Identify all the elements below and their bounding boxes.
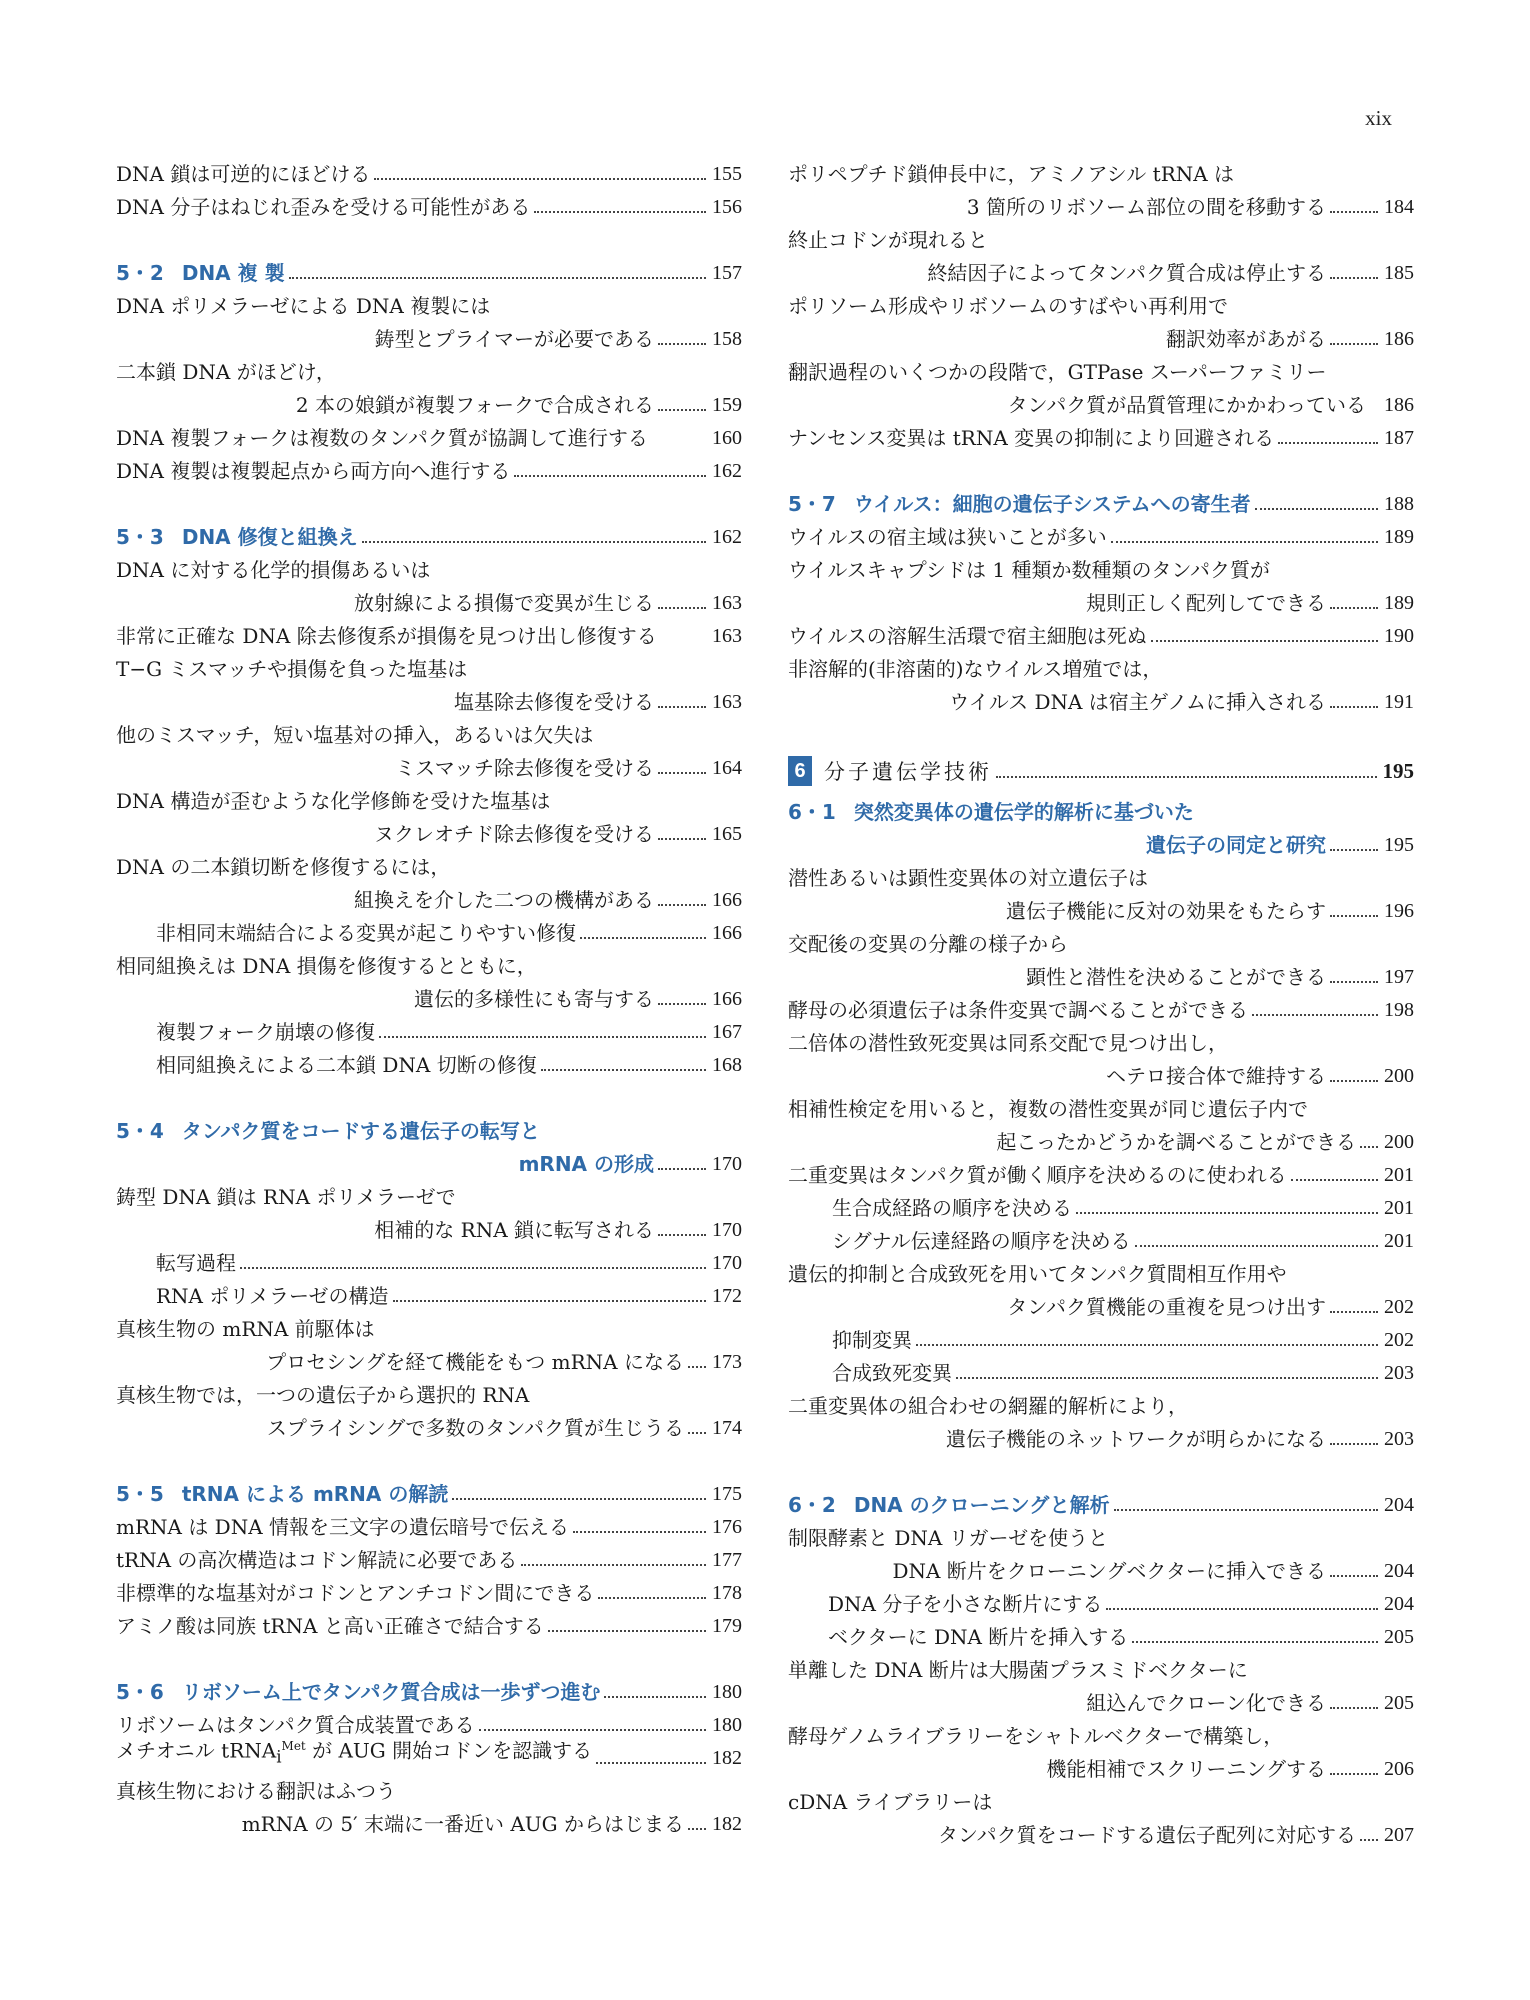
- page-ref: 175: [712, 1483, 742, 1505]
- page-ref: 172: [712, 1285, 742, 1307]
- page-ref: 170: [712, 1153, 742, 1175]
- toc-entry[interactable]: 二本鎖 DNA がほどけ，: [116, 360, 336, 384]
- toc-entry[interactable]: ウイルスの宿主域は狭いことが多い 189: [788, 525, 1414, 549]
- toc-entry[interactable]: T−G ミスマッチや損傷を負った塩基は: [116, 657, 468, 681]
- page-ref: 198: [1384, 999, 1414, 1021]
- page-ref: 176: [712, 1516, 742, 1538]
- leader-dots: [1330, 607, 1378, 609]
- toc-entry[interactable]: DNA 構造が歪むような化学修飾を受けた塩基は: [116, 789, 551, 813]
- page-ref: 200: [1384, 1065, 1414, 1087]
- toc-entry-continuation[interactable]: 起こったかどうかを調べることができる 200: [996, 1130, 1414, 1154]
- page-ref: 184: [1384, 196, 1414, 218]
- toc-entry[interactable]: ポリソーム形成やリボソームのすばやい再利用で: [788, 294, 1228, 318]
- page-ref: 188: [1384, 493, 1414, 515]
- section-heading[interactable]: 5・4 タンパク質をコードする遺伝子の転写と: [116, 1119, 540, 1143]
- leader-dots: [1252, 1014, 1378, 1016]
- page-ref: 178: [712, 1582, 742, 1604]
- page-ref: 157: [712, 262, 742, 284]
- toc-entry-continuation[interactable]: 塩基除去修復を受ける 163: [454, 690, 742, 714]
- toc-entry[interactable]: cDNA ライブラリーは: [788, 1790, 993, 1814]
- leader-dots: [240, 1267, 706, 1269]
- leader-dots: [658, 706, 706, 708]
- toc-entry[interactable]: ウイルスの溶解生活環で宿主細胞は死ぬ 190: [788, 624, 1414, 648]
- toc-entry[interactable]: 他のミスマッチ，短い塩基対の挿入，あるいは欠失は: [116, 723, 594, 747]
- toc-entry[interactable]: 非標準的な塩基対がコドンとアンチコドン間にできる 178: [116, 1581, 742, 1605]
- leader-dots: [1330, 343, 1378, 345]
- leader-dots: [534, 211, 706, 213]
- toc-entry-continuation[interactable]: mRNA の 5′ 末端に一番近い AUG からはじまる 182: [241, 1812, 742, 1836]
- leader-dots: [1330, 981, 1378, 983]
- leader-dots: [658, 1003, 706, 1005]
- toc-entry-continuation[interactable]: DNA 断片をクローニングベクターに挿入できる 204: [892, 1559, 1414, 1583]
- page-ref: 204: [1384, 1593, 1414, 1615]
- page-ref: 206: [1384, 1758, 1414, 1780]
- section-number: 5・2: [116, 261, 164, 285]
- toc-entry-continuation[interactable]: 機能相補でスクリーニングする 206: [1046, 1757, 1414, 1781]
- toc-entry[interactable]: 二倍体の潜性致死変異は同系交配で見つけ出し，: [788, 1031, 1228, 1055]
- section-heading[interactable]: 6・1 突然変異体の遺伝学的解析に基づいた: [788, 800, 1194, 824]
- page-ref: 205: [1384, 1692, 1414, 1714]
- toc-entry[interactable]: 酵母の必須遺伝子は条件変異で調べることができる 198: [788, 998, 1414, 1022]
- toc-entry-continuation[interactable]: 相補的な RNA 鎖に転写される 170: [374, 1218, 742, 1242]
- leader-dots: [688, 1366, 706, 1368]
- page-ref: 186: [1384, 328, 1414, 350]
- section-heading[interactable]: 5・6 リボソーム上でタンパク質合成は一歩ずつ進む 180: [116, 1680, 742, 1704]
- page-ref: 189: [1384, 592, 1414, 614]
- toc-entry-continuation[interactable]: 組込んでクローン化できる 205: [1086, 1691, 1414, 1715]
- page-ref: 207: [1384, 1824, 1414, 1846]
- section-heading[interactable]: 5・3 DNA 修復と組換え 162: [116, 525, 742, 549]
- leader-dots: [658, 1234, 706, 1236]
- page-ref: 173: [712, 1351, 742, 1373]
- leader-dots: [658, 772, 706, 774]
- toc-entry[interactable]: 相同組換えは DNA 損傷を修復するとともに，: [116, 954, 537, 978]
- toc-entry-continuation[interactable]: ミスマッチ除去修復を受ける 164: [395, 756, 742, 780]
- page-ref: 200: [1384, 1131, 1414, 1153]
- page-ref: 202: [1384, 1296, 1414, 1318]
- leader-dots: [362, 541, 706, 543]
- page-ref: 191: [1384, 691, 1414, 713]
- leader-dots: [658, 607, 706, 609]
- page-ref: 190: [1384, 625, 1414, 647]
- toc-entry[interactable]: 鋳型 DNA 鎖は RNA ポリメラーゼで: [116, 1185, 456, 1209]
- page-ref: 179: [712, 1615, 742, 1637]
- toc-entry[interactable]: 制限酵素と DNA リガーゼを使うと: [788, 1526, 1109, 1550]
- leader-dots: [1330, 915, 1378, 917]
- leader-dots: [379, 1036, 706, 1038]
- page-ref: 170: [712, 1252, 742, 1274]
- leader-dots: [521, 1564, 706, 1566]
- leader-dots: [1330, 277, 1378, 279]
- leader-dots: [479, 1729, 706, 1731]
- toc-subentry[interactable]: シグナル伝達経路の順序を決める 201: [832, 1229, 1414, 1253]
- section-heading[interactable]: 5・5 tRNA による mRNA の解読 175: [116, 1482, 742, 1506]
- leader-dots: [1278, 442, 1378, 444]
- toc-entry[interactable]: mRNA は DNA 情報を三文字の遺伝暗号で伝える 176: [116, 1515, 742, 1539]
- section-heading-continuation[interactable]: 遺伝子の同定と研究 195: [1146, 833, 1414, 857]
- toc-entry[interactable]: 酵母ゲノムライブラリーをシャトルベクターで構築し，: [788, 1724, 1284, 1748]
- toc-subentry[interactable]: ベクターに DNA 断片を挿入する 205: [828, 1625, 1414, 1649]
- page-ref: 160: [712, 427, 742, 449]
- page-ref: 155: [712, 163, 742, 185]
- page-ref: 180: [712, 1681, 742, 1703]
- page-ref: 205: [1384, 1626, 1414, 1648]
- page-ref: 163: [712, 691, 742, 713]
- toc-entry[interactable]: 相補性検定を用いると，複数の潜性変異が同じ遺伝子内で: [788, 1097, 1308, 1121]
- section-number: 5・7: [788, 492, 836, 516]
- page-ref: 203: [1384, 1428, 1414, 1450]
- leader-dots: [452, 1498, 706, 1500]
- page-ref: 204: [1384, 1494, 1414, 1516]
- page-ref: 201: [1384, 1230, 1414, 1252]
- toc-entry-continuation[interactable]: ウイルス DNA は宿主ゲノムに挿入される 191: [949, 690, 1414, 714]
- toc-entry-continuation[interactable]: 鋳型とプライマーが必要である 158: [374, 327, 742, 351]
- leader-dots: [658, 838, 706, 840]
- leader-dots: [1330, 1311, 1378, 1313]
- page-ref: 159: [712, 394, 742, 416]
- toc-entry-continuation[interactable]: 放射線による損傷で変異が生じる 163: [354, 591, 742, 615]
- leader-dots: [604, 1696, 706, 1698]
- toc-entry-continuation[interactable]: 終結因子によってタンパク質合成は停止する 185: [927, 261, 1414, 285]
- page-ref: 167: [712, 1021, 742, 1043]
- toc-entry-continuation[interactable]: タンパク質機能の重複を見つけ出す 202: [1007, 1295, 1414, 1319]
- page-ref: 166: [712, 922, 742, 944]
- toc-subentry[interactable]: RNA ポリメラーゼの構造 172: [156, 1284, 742, 1308]
- toc-entry[interactable]: 潜性あるいは顕性変異体の対立遺伝子は: [788, 866, 1148, 890]
- page-ref: 174: [712, 1417, 742, 1439]
- page-ref: 162: [712, 460, 742, 482]
- leader-dots: [1330, 1080, 1378, 1082]
- toc-entry[interactable]: DNA 鎖は可逆的にほどける 155: [116, 162, 742, 186]
- toc-entry-continuation[interactable]: 翻訳効率があがる 186: [1166, 327, 1414, 351]
- toc-entry[interactable]: リボソームはタンパク質合成装置である 180: [116, 1713, 742, 1737]
- section-number: 5・6: [116, 1680, 164, 1704]
- toc-entry-continuation[interactable]: 遺伝子機能のネットワークが明らかになる 203: [946, 1427, 1414, 1451]
- section-number: 5・5: [116, 1482, 164, 1506]
- leader-dots: [1114, 1509, 1378, 1511]
- leader-dots: [658, 1168, 706, 1170]
- page-ref: 203: [1384, 1362, 1414, 1384]
- leader-dots: [688, 1828, 706, 1830]
- toc-entry[interactable]: 二重変異体の組合わせの網羅的解析により，: [788, 1394, 1188, 1418]
- leader-dots: [1330, 1773, 1378, 1775]
- page-ref: 162: [712, 526, 742, 548]
- toc-subentry[interactable]: 非相同末端結合による変異が起こりやすい修復 166: [156, 921, 742, 945]
- leader-dots: [1291, 1179, 1378, 1181]
- leader-dots: [573, 1531, 706, 1533]
- toc-entry[interactable]: 真核生物の mRNA 前駆体は: [116, 1317, 375, 1341]
- toc-entry[interactable]: ウイルスキャプシドは 1 種類か数種類のタンパク質が: [788, 558, 1271, 582]
- toc-entry-continuation[interactable]: タンパク質をコードする遺伝子配列に対応する 207: [938, 1823, 1414, 1847]
- toc-entry-continuation[interactable]: スプライシングで多数のタンパク質が生じうる 174: [266, 1416, 742, 1440]
- page-ref: 166: [712, 889, 742, 911]
- toc-entry[interactable]: 二重変異はタンパク質が働く順序を決めるのに使われる 201: [788, 1163, 1414, 1187]
- leader-dots: [1135, 1245, 1378, 1247]
- page-ref: 186: [1384, 394, 1414, 416]
- page-ref: 195: [1384, 834, 1414, 856]
- section-heading[interactable]: 5・2 DNA 複 製 157: [116, 261, 742, 285]
- page-ref: 180: [712, 1714, 742, 1736]
- leader-dots: [658, 409, 706, 411]
- leader-dots: [916, 1344, 1378, 1346]
- leader-dots: [1330, 1707, 1378, 1709]
- toc-entry[interactable]: DNA に対する化学的損傷あるいは: [116, 558, 431, 582]
- section-number: 6・2: [788, 1493, 836, 1517]
- section-heading-continuation[interactable]: mRNA の形成 170: [518, 1152, 742, 1176]
- toc-entry[interactable]: DNA 複製フォークは複数のタンパク質が協調して進行する 160: [116, 426, 742, 450]
- toc-entry[interactable]: 終止コドンが現れると: [788, 228, 988, 252]
- toc-entry-continuation[interactable]: 顕性と潜性を決めることができる 197: [1026, 965, 1414, 989]
- page-ref: 185: [1384, 262, 1414, 284]
- toc-subentry[interactable]: DNA 分子を小さな断片にする 204: [828, 1592, 1414, 1616]
- toc-entry-continuation[interactable]: 組換えを介した二つの機構がある 166: [354, 888, 742, 912]
- page-ref: 166: [712, 988, 742, 1010]
- leader-dots: [598, 1597, 706, 1599]
- toc-subentry[interactable]: 相同組換えによる二本鎖 DNA 切断の修復 168: [156, 1053, 742, 1077]
- toc-entry[interactable]: DNA 複製は複製起点から両方向へ進行する 162: [116, 459, 742, 483]
- leader-dots: [541, 1069, 706, 1071]
- page-number: xix: [1365, 106, 1392, 130]
- page-ref: 170: [712, 1219, 742, 1241]
- toc-entry-continuation[interactable]: タンパク質が品質管理にかかわっている 186: [1007, 393, 1414, 417]
- page-ref: 164: [712, 757, 742, 779]
- page-ref: 197: [1384, 966, 1414, 988]
- page-ref: 163: [712, 625, 742, 647]
- page-ref: 163: [712, 592, 742, 614]
- toc-entry[interactable]: 非常に正確な DNA 除去修復系が損傷を見つけ出し修復する 163: [116, 624, 742, 648]
- page-ref: 202: [1384, 1329, 1414, 1351]
- section-number: 6・1: [788, 800, 836, 824]
- leader-dots: [596, 1762, 706, 1764]
- leader-dots: [1106, 1608, 1378, 1610]
- section-number: 5・4: [116, 1119, 164, 1143]
- leader-dots: [1111, 541, 1378, 543]
- section-heading[interactable]: 5・7 ウイルス：細胞の遺伝子システムへの寄生者 188: [788, 492, 1414, 516]
- leader-dots: [1330, 1575, 1378, 1577]
- toc-entry[interactable]: 遺伝的抑制と合成致死を用いてタンパク質間相互作用や: [788, 1262, 1287, 1286]
- section-number: 5・3: [116, 525, 164, 549]
- page-ref: 196: [1384, 900, 1414, 922]
- toc-entry[interactable]: 翻訳過程のいくつかの段階で，GTPase スーパーファミリー: [788, 360, 1327, 384]
- toc-subentry[interactable]: 転写過程 170: [156, 1251, 742, 1275]
- toc-entry[interactable]: 単離した DNA 断片は大腸菌プラスミドベクターに: [788, 1658, 1248, 1682]
- toc-entry[interactable]: 交配後の変異の分離の様子から: [788, 932, 1068, 956]
- chapter-number-badge: 6: [788, 756, 812, 786]
- chapter-title: 分子遺伝学技術: [824, 760, 992, 784]
- toc-entry-continuation[interactable]: ヌクレオチド除去修復を受ける 165: [374, 822, 742, 846]
- toc-column-right: [788, 153, 1414, 1847]
- page-ref: 182: [712, 1813, 742, 1835]
- section-heading[interactable]: 6・2 DNA のクローニングと解析 204: [788, 1493, 1414, 1517]
- page-ref: 204: [1384, 1560, 1414, 1582]
- toc-entry-continuation[interactable]: 遺伝子機能に反対の効果をもたらす 196: [1006, 899, 1414, 923]
- leader-dots: [1330, 849, 1378, 851]
- toc-entry[interactable]: DNA の二本鎖切断を修復するには，: [116, 855, 451, 879]
- page-ref: 158: [712, 328, 742, 350]
- page-ref: 201: [1384, 1197, 1414, 1219]
- toc-entry[interactable]: DNA 分子はねじれ歪みを受ける可能性がある 156: [116, 195, 742, 219]
- toc-entry[interactable]: ポリペプチド鎖伸長中に，アミノアシル tRNA は: [788, 162, 1235, 186]
- leader-dots: [956, 1377, 1378, 1379]
- toc-entry[interactable]: アミノ酸は同族 tRNA と高い正確さで結合する 179: [116, 1614, 742, 1638]
- leader-dots: [996, 776, 1377, 778]
- page-ref: 177: [712, 1549, 742, 1571]
- leader-dots: [580, 937, 706, 939]
- toc-entry[interactable]: 真核生物における翻訳はふつう: [116, 1779, 396, 1803]
- chapter-heading[interactable]: [788, 751, 1414, 791]
- toc-subentry[interactable]: 生合成経路の順序を決める 201: [832, 1196, 1414, 1220]
- leader-dots: [658, 343, 706, 345]
- toc-entry-continuation[interactable]: 3 箇所のリボソーム部位の間を移動する 184: [966, 195, 1414, 219]
- toc-entry-continuation[interactable]: 2 本の娘鎖が複製フォークで合成される 159: [295, 393, 742, 417]
- toc-entry[interactable]: 真核生物では，一つの遺伝子から選択的 RNA: [116, 1383, 530, 1407]
- toc-subentry[interactable]: 複製フォーク崩壊の修復 167: [156, 1020, 742, 1044]
- page-ref: 168: [712, 1054, 742, 1076]
- toc-entry[interactable]: DNA ポリメラーゼによる DNA 複製には: [116, 294, 491, 318]
- toc-entry-continuation[interactable]: ヘテロ接合体で維持する 200: [1106, 1064, 1414, 1088]
- page-ref: 187: [1384, 427, 1414, 449]
- toc-subentry[interactable]: 合成致死変異 203: [832, 1361, 1414, 1385]
- toc-entry[interactable]: ナンセンス変異は tRNA 変異の抑制により回避される 187: [788, 426, 1414, 450]
- toc-entry[interactable]: tRNA の高次構造はコドン解読に必要である 177: [116, 1548, 742, 1572]
- page-ref: 195: [1382, 758, 1414, 783]
- toc-entry-continuation[interactable]: プロセシングを経て機能をもつ mRNA になる 173: [266, 1350, 742, 1374]
- page-ref: 156: [712, 196, 742, 218]
- leader-dots: [1076, 1212, 1378, 1214]
- page-ref: 201: [1384, 1164, 1414, 1186]
- leader-dots: [1360, 1839, 1378, 1841]
- leader-dots: [1132, 1641, 1378, 1643]
- toc-entry[interactable]: 非溶解的(非溶菌的)なウイルス増殖では，: [788, 657, 1163, 681]
- leader-dots: [1330, 211, 1378, 213]
- leader-dots: [1330, 1443, 1378, 1445]
- leader-dots: [514, 475, 706, 477]
- leader-dots: [548, 1630, 706, 1632]
- page-ref: 189: [1384, 526, 1414, 548]
- toc-entry-continuation[interactable]: 規則正しく配列してできる 189: [1086, 591, 1414, 615]
- leader-dots: [688, 1432, 706, 1434]
- leader-dots: [1255, 508, 1378, 510]
- leader-dots: [1330, 706, 1378, 708]
- toc-subentry[interactable]: 抑制変異 202: [832, 1328, 1414, 1352]
- page-ref: 165: [712, 823, 742, 845]
- leader-dots: [374, 178, 706, 180]
- leader-dots: [658, 904, 706, 906]
- toc-entry-continuation[interactable]: 遺伝的多様性にも寄与する 166: [414, 987, 742, 1011]
- toc-entry[interactable]: メチオニル tRNA$_i^{Met}$ が AUG 開始コドンを認識する 182: [116, 1739, 742, 1769]
- page-ref: 182: [712, 1747, 742, 1769]
- leader-dots: [289, 277, 706, 279]
- leader-dots: [1360, 1146, 1378, 1148]
- toc-column-left: [116, 153, 742, 1836]
- leader-dots: [393, 1300, 706, 1302]
- leader-dots: [1151, 640, 1378, 642]
